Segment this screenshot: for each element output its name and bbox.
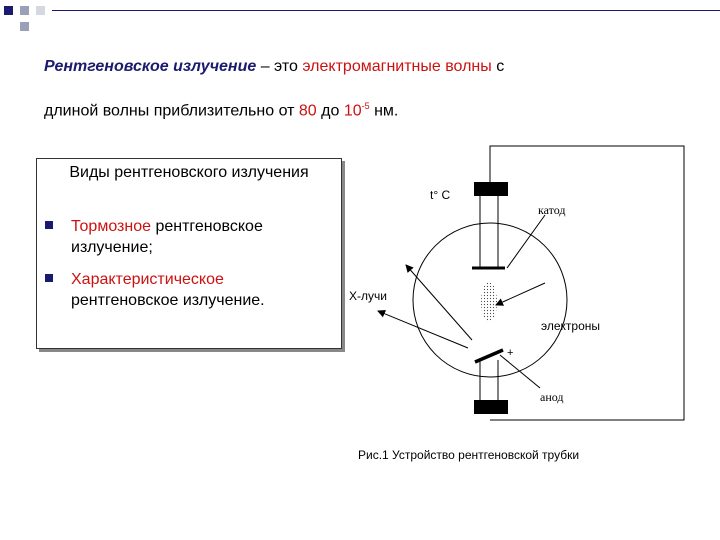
item-highlight: Тормозное [71, 218, 152, 235]
exponent: -5 [361, 101, 370, 111]
xray-arrow-up [406, 265, 472, 340]
electrons-label: электроны [541, 319, 601, 333]
circuit-wire [490, 146, 684, 420]
xray-label: Х-лучи [349, 289, 387, 303]
tail-text: с [491, 58, 505, 75]
electrons-arrow [496, 283, 545, 305]
cathode-label: катод [538, 203, 566, 217]
plus-sign: + [507, 347, 514, 359]
figure-caption: Рис.1 Устройство рентгеновской трубки [358, 448, 580, 462]
anode-label: анод [540, 390, 564, 404]
term-label: Рентгеновское излучение [44, 58, 257, 75]
item-highlight: Характеристическое [71, 271, 224, 288]
temperature-label: t° C [430, 188, 451, 202]
xray-arrow-left [378, 311, 468, 348]
dash-text: – это [256, 58, 303, 75]
anode [474, 350, 508, 414]
highlight-text: электромагнитные волны [302, 58, 492, 75]
value-from: 80 [298, 102, 317, 120]
unit-text: нм. [369, 102, 399, 120]
item-text: рентгеновское излучение. [71, 292, 265, 309]
electron-beam [481, 282, 497, 322]
item-text: рентгеновское излучение; [71, 218, 263, 256]
cathode [472, 182, 508, 268]
value-to: 10 [343, 102, 362, 120]
line2-text: длиной волны приблизительно от [44, 102, 299, 120]
types-box-title: Виды рентгеновского излучения [69, 164, 309, 181]
anode-pointer [500, 355, 540, 388]
between-text: до [316, 102, 344, 120]
